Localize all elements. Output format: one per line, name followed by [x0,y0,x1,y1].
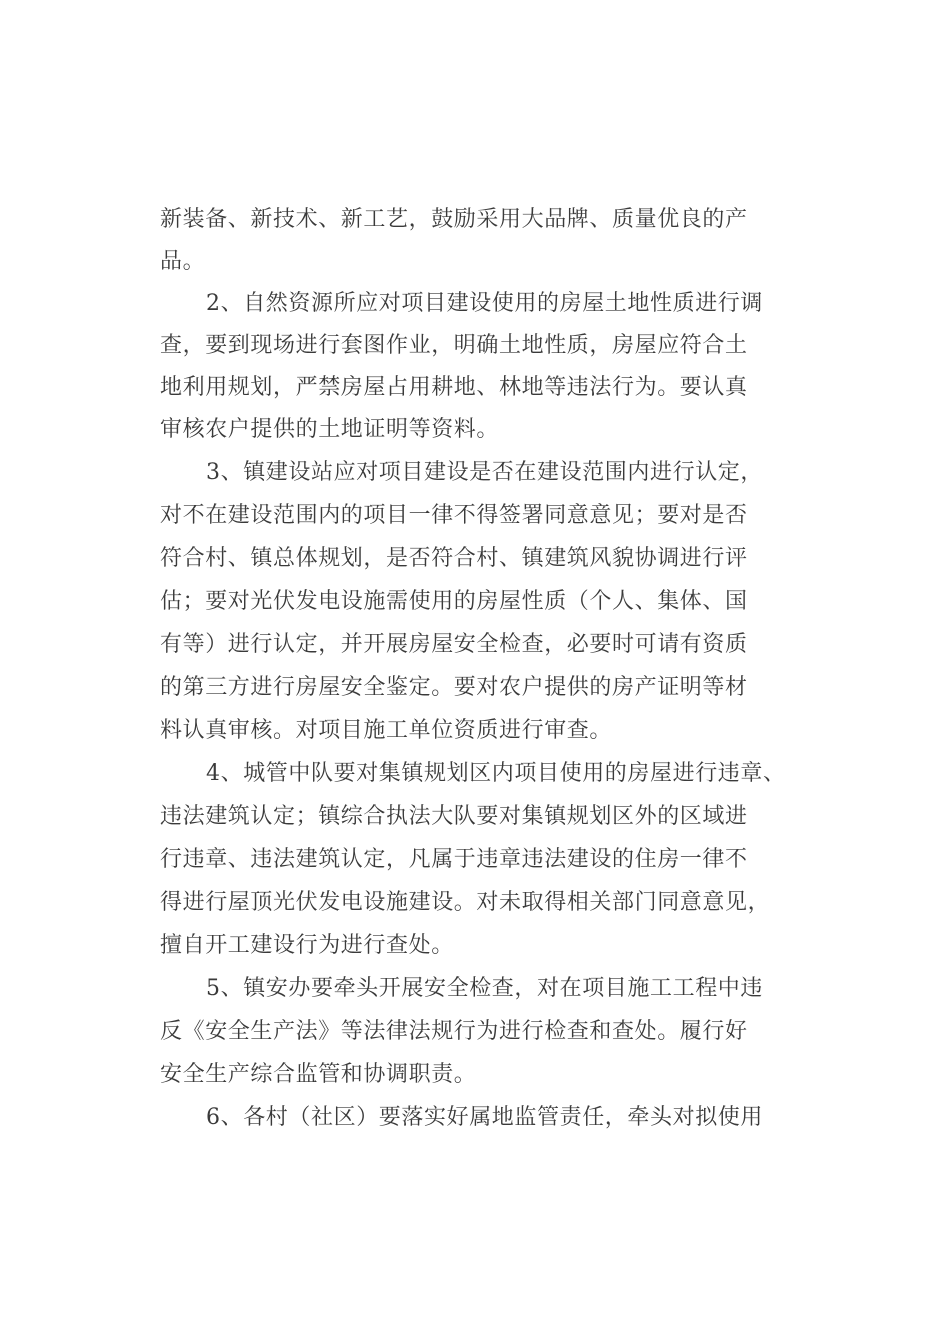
paragraph-3-start: 3、镇建设站应对项目建设是否在建设范围内进行认定， [206,460,763,485]
text-line: 品。 [160,249,206,274]
text-line: 对不在建设范围内的项目一律不得签署同意意见；要对是否 [160,503,748,528]
text-line: 擅自开工建设行为进行查处。 [160,933,454,958]
paragraph-6-start: 6、各村（社区）要落实好属地监管责任，牵头对拟使用 [206,1105,763,1130]
text-line: 安全生产综合监管和协调职责。 [160,1062,477,1087]
text-line: 料认真审核。对项目施工单位资质进行审查。 [160,718,613,743]
text-line: 违法建筑认定；镇综合执法大队要对集镇规划区外的区域进 [160,804,748,829]
paragraph-4-start: 4、城管中队要对集镇规划区内项目使用的房屋进行违章、 [206,761,786,786]
text-line: 估；要对光伏发电设施需使用的房屋性质（个人、集体、国 [160,589,748,614]
text-line: 反《安全生产法》等法律法规行为进行检查和查处。履行好 [160,1019,748,1044]
text-line: 得进行屋顶光伏发电设施建设。对未取得相关部门同意意见， [160,890,771,915]
text-line: 新装备、新技术、新工艺，鼓励采用大品牌、质量优良的产 [160,207,748,232]
paragraph-2-start: 2、自然资源所应对项目建设使用的房屋土地性质进行调 [206,291,763,316]
text-line: 有等）进行认定，并开展房屋安全检查，必要时可请有资质 [160,632,748,657]
text-line: 地利用规划，严禁房屋占用耕地、林地等违法行为。要认真 [160,375,748,400]
text-line: 行违章、违法建筑认定，凡属于违章违法建设的住房一律不 [160,847,748,872]
text-line: 审核农户提供的土地证明等资料。 [160,417,500,442]
text-line: 的第三方进行房屋安全鉴定。要对农户提供的房产证明等材 [160,675,748,700]
paragraph-5-start: 5、镇安办要牵头开展安全检查，对在项目施工工程中违 [206,976,763,1001]
text-line: 符合村、镇总体规划，是否符合村、镇建筑风貌协调进行评 [160,546,748,571]
text-line: 查，要到现场进行套图作业，明确土地性质，房屋应符合土 [160,333,748,358]
